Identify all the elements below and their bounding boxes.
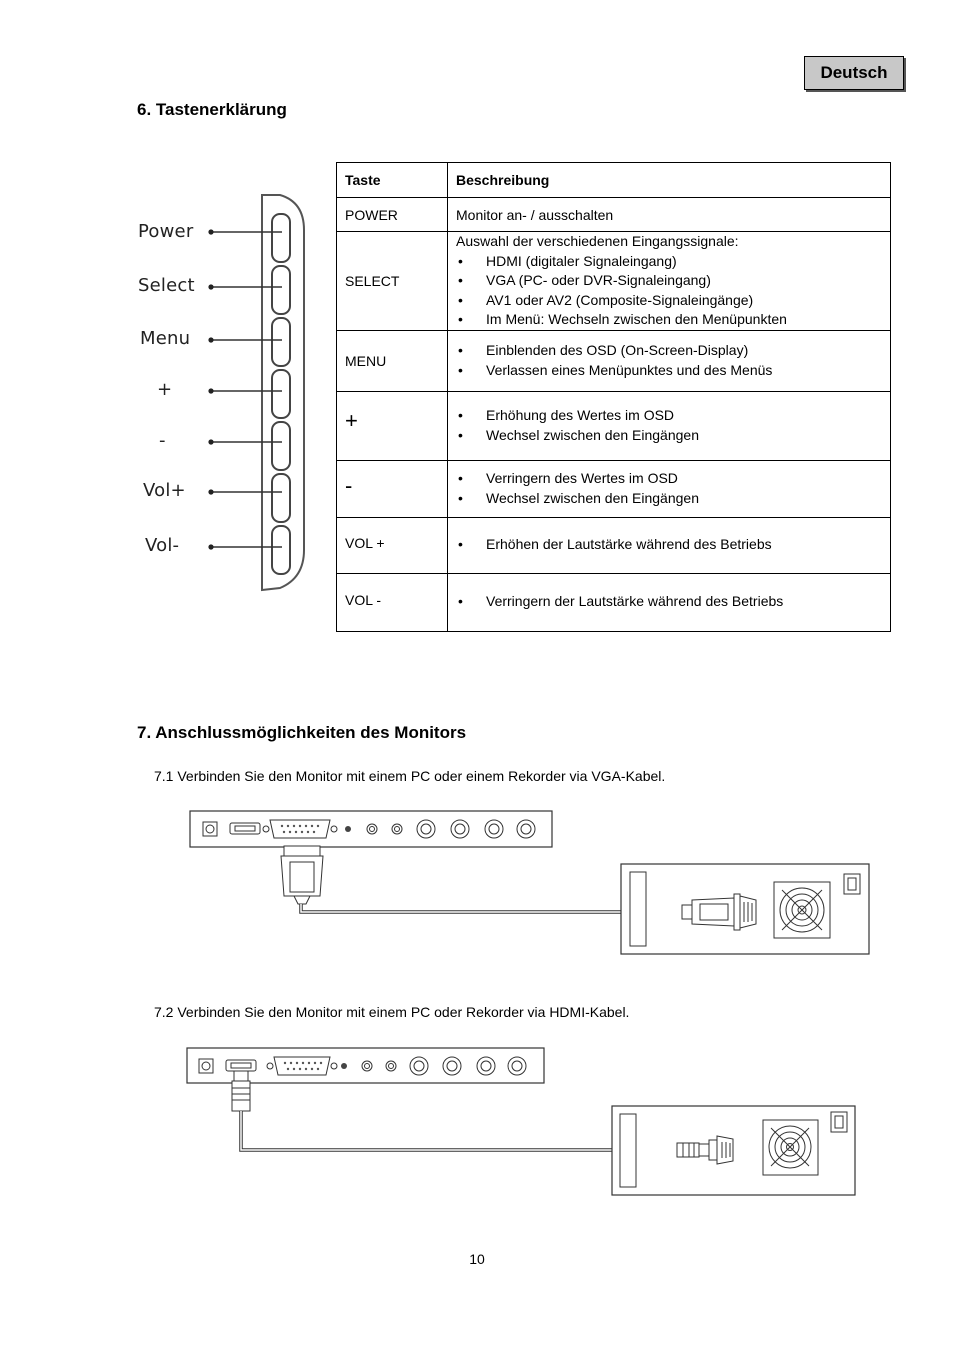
table-row (337, 198, 891, 232)
table-row (337, 460, 891, 517)
table-row (337, 573, 891, 631)
bullet-list (456, 535, 882, 555)
section-6-heading: 6. Tastenerklärung (137, 100, 287, 119)
button-label-plus: + (157, 379, 173, 400)
key-description-table (336, 162, 891, 632)
table-cell-description (448, 517, 891, 573)
button-label-vol-plus: Vol+ (143, 480, 186, 501)
table-cell-description (448, 460, 891, 517)
list-item: • Erhöhen der Lautstärke während des Betriebs (456, 535, 882, 555)
bullet-list (456, 341, 882, 380)
button-label-menu: Menu (140, 328, 191, 349)
table-cell-key: VOL - (337, 573, 448, 631)
table-cell-key: VOL + (337, 517, 448, 573)
list-item: • Verlassen eines Menüpunktes und des Menüs (456, 361, 882, 381)
hdmi-connection-diagram (185, 1044, 861, 1200)
table-row (337, 232, 891, 331)
table-cell-key: + (337, 391, 448, 460)
list-item: • HDMI (digitaler Signaleingang) (456, 252, 882, 272)
button-label-minus: - (159, 430, 166, 451)
list-item: • VGA (PC- oder DVR-Signaleingang) (456, 271, 882, 291)
table-cell-key: POWER (337, 198, 448, 232)
list-item: • Wechsel zwischen den Eingängen (456, 426, 882, 446)
button-label-vol-minus: Vol- (145, 535, 180, 556)
table-cell-key: SELECT (337, 232, 448, 331)
language-tab: Deutsch (804, 56, 904, 90)
vga-connection-diagram (188, 808, 874, 958)
page-number: 10 (469, 1251, 485, 1267)
table-row (337, 517, 891, 573)
table-header-key: Taste (337, 163, 448, 198)
description-intro: Auswahl der verschiedenen Eingangssignale: (456, 233, 739, 249)
bullet-list (456, 406, 882, 445)
list-item: • Verringern der Lautstärke während des Betriebs (456, 592, 882, 612)
caption-vga: 7.1 Verbinden Sie den Monitor mit einem PC oder einem Rekorder via VGA-Kabel. (154, 768, 666, 784)
table-cell-key: MENU (337, 330, 448, 391)
table-header-description: Beschreibung (448, 163, 891, 198)
section-7-heading: 7. Anschlussmöglichkeiten des Monitors (137, 723, 467, 742)
table-row (337, 330, 891, 391)
caption-hdmi: 7.2 Verbinden Sie den Monitor mit einem PC oder Rekorder via HDMI-Kabel. (154, 1004, 630, 1020)
table-cell-description (448, 391, 891, 460)
table-cell-description (448, 232, 891, 331)
button-label-power: Power (138, 221, 194, 242)
list-item: • AV1 oder AV2 (Composite-Signaleingänge) (456, 291, 882, 311)
list-item: • Verringern des Wertes im OSD (456, 469, 882, 489)
list-item: • Einblenden des OSD (On-Screen-Display) (456, 341, 882, 361)
bullet-list (456, 592, 882, 612)
bullet-list (456, 252, 882, 330)
list-item: • Im Menü: Wechseln zwischen den Menüpunkten (456, 310, 882, 330)
list-item: • Erhöhung des Wertes im OSD (456, 406, 882, 426)
table-cell-description (448, 573, 891, 631)
bullet-list (456, 469, 882, 508)
table-cell-description (448, 330, 891, 391)
table-cell-description: Monitor an- / ausschalten (448, 198, 891, 232)
button-panel-diagram (190, 190, 320, 600)
table-row (337, 391, 891, 460)
list-item: • Wechsel zwischen den Eingängen (456, 489, 882, 509)
table-cell-key: - (337, 460, 448, 517)
button-label-select: Select (138, 275, 195, 296)
